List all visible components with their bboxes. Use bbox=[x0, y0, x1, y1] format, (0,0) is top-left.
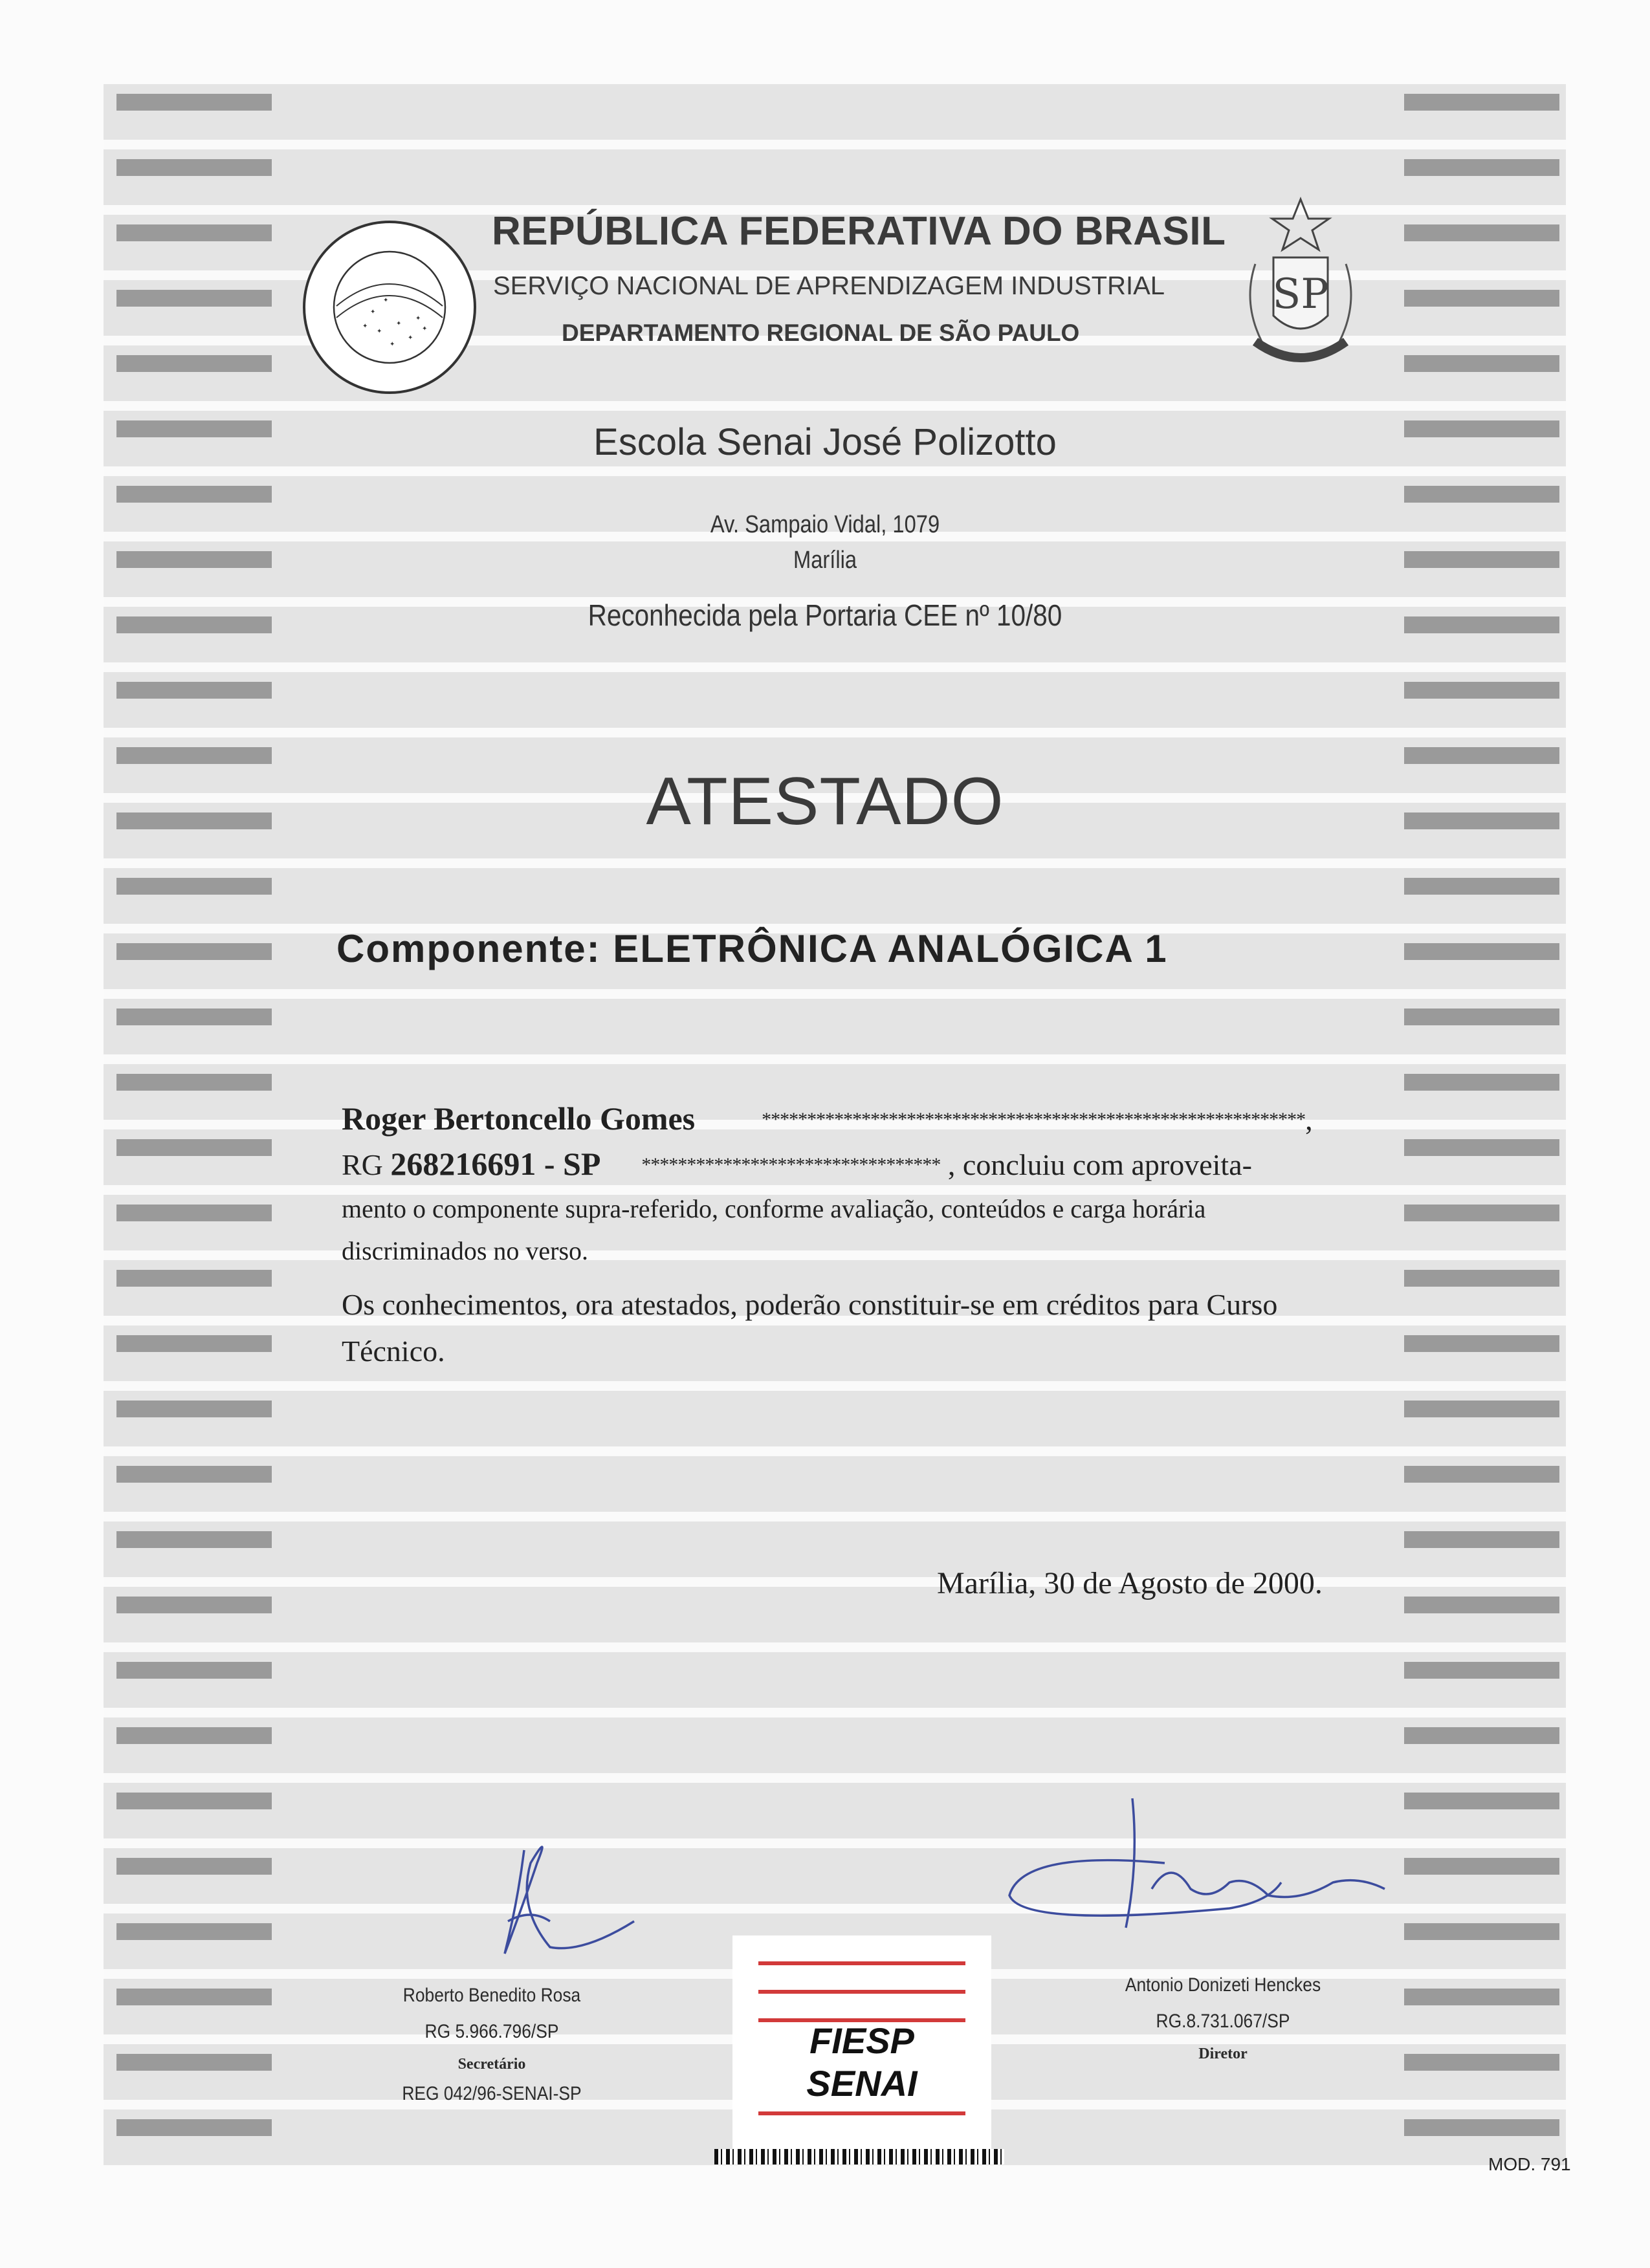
logo-fiesp-text: FIESP bbox=[809, 2020, 914, 2061]
school-city: Marília bbox=[793, 547, 857, 574]
rg-prefix: RG bbox=[342, 1148, 391, 1181]
svg-text:✦: ✦ bbox=[396, 320, 402, 327]
component-name: Componente: ELETRÔNICA ANALÓGICA 1 bbox=[336, 927, 1168, 970]
signature-secretario bbox=[479, 1824, 673, 1973]
stars-filler-2: ********************************* bbox=[641, 1154, 941, 1175]
rg-line bbox=[342, 1145, 1252, 1183]
body-line-6: Técnico. bbox=[342, 1335, 445, 1368]
left-bar-pattern bbox=[116, 94, 272, 2138]
sao-paulo-coat-of-arms-icon bbox=[1216, 193, 1385, 387]
rg-line-tail: , concluiu com aproveita- bbox=[947, 1148, 1252, 1181]
diretor-role: Diretor bbox=[1198, 2045, 1248, 2062]
header-department: DEPARTAMENTO REGIONAL DE SÃO PAULO bbox=[562, 320, 1080, 346]
stars-filler-1: ************************************************************ bbox=[762, 1109, 1306, 1130]
svg-text:✦: ✦ bbox=[383, 297, 389, 304]
svg-text:✦: ✦ bbox=[370, 309, 376, 316]
barcode-strip bbox=[714, 2149, 1004, 2164]
secretario-reg: REG 042/96-SENAI-SP bbox=[402, 2083, 582, 2104]
svg-text:✦: ✦ bbox=[377, 328, 382, 335]
logo-red-line bbox=[758, 1990, 965, 1994]
body-line-5: Os conhecimentos, ora atestados, poderão constituir-se em créditos para Curso bbox=[342, 1288, 1278, 1321]
secretario-name: Roberto Benedito Rosa bbox=[402, 1985, 581, 2006]
rg-value: 268216691 - SP bbox=[390, 1146, 601, 1182]
document-title: ATESTADO bbox=[646, 764, 1004, 839]
right-bar-pattern bbox=[1404, 94, 1559, 2138]
school-name: Escola Senai José Polizotto bbox=[593, 421, 1057, 463]
diretor-rg: RG.8.731.067/SP bbox=[1156, 2011, 1290, 2032]
logo-red-line bbox=[758, 1961, 965, 1965]
secretario-rg: RG 5.966.796/SP bbox=[424, 2021, 559, 2042]
fiesp-senai-logo bbox=[732, 1935, 991, 2155]
svg-text:✦: ✦ bbox=[362, 323, 368, 330]
svg-text:SP: SP bbox=[1272, 270, 1329, 318]
school-address: Av. Sampaio Vidal, 1079 bbox=[710, 511, 940, 538]
header-republic: REPÚBLICA FEDERATIVA DO BRASIL bbox=[492, 209, 1226, 254]
secretario-role: Secretário bbox=[457, 2056, 526, 2073]
header-senai: SERVIÇO NACIONAL DE APRENDIZAGEM INDUSTRIAL bbox=[493, 272, 1165, 300]
comma-1: , bbox=[1305, 1103, 1313, 1136]
logo-senai-text: SENAI bbox=[806, 2063, 918, 2104]
svg-text:✦: ✦ bbox=[415, 315, 421, 322]
svg-text:✦: ✦ bbox=[422, 325, 428, 333]
diretor-name: Antonio Donizeti Henckes bbox=[1125, 1974, 1321, 1996]
signature-diretor bbox=[996, 1785, 1411, 1954]
body-line-3: mento o componente supra-referido, conforme avaliação, conteúdos e carga horária bbox=[342, 1194, 1206, 1223]
student-name: Roger Bertoncello Gomes bbox=[342, 1100, 696, 1137]
school-recognition: Reconhecida pela Portaria CEE nº 10/80 bbox=[588, 598, 1062, 632]
logo-red-line bbox=[758, 2111, 965, 2115]
svg-text:✦: ✦ bbox=[408, 334, 413, 342]
body-line-4: discriminados no verso. bbox=[342, 1236, 589, 1265]
student-line bbox=[342, 1100, 1313, 1137]
issue-date: Marília, 30 de Agosto de 2000. bbox=[937, 1566, 1323, 1600]
brasil-seal-icon bbox=[299, 217, 480, 398]
svg-text:✦: ✦ bbox=[390, 341, 395, 348]
model-number: MOD. 791 bbox=[1488, 2154, 1571, 2174]
